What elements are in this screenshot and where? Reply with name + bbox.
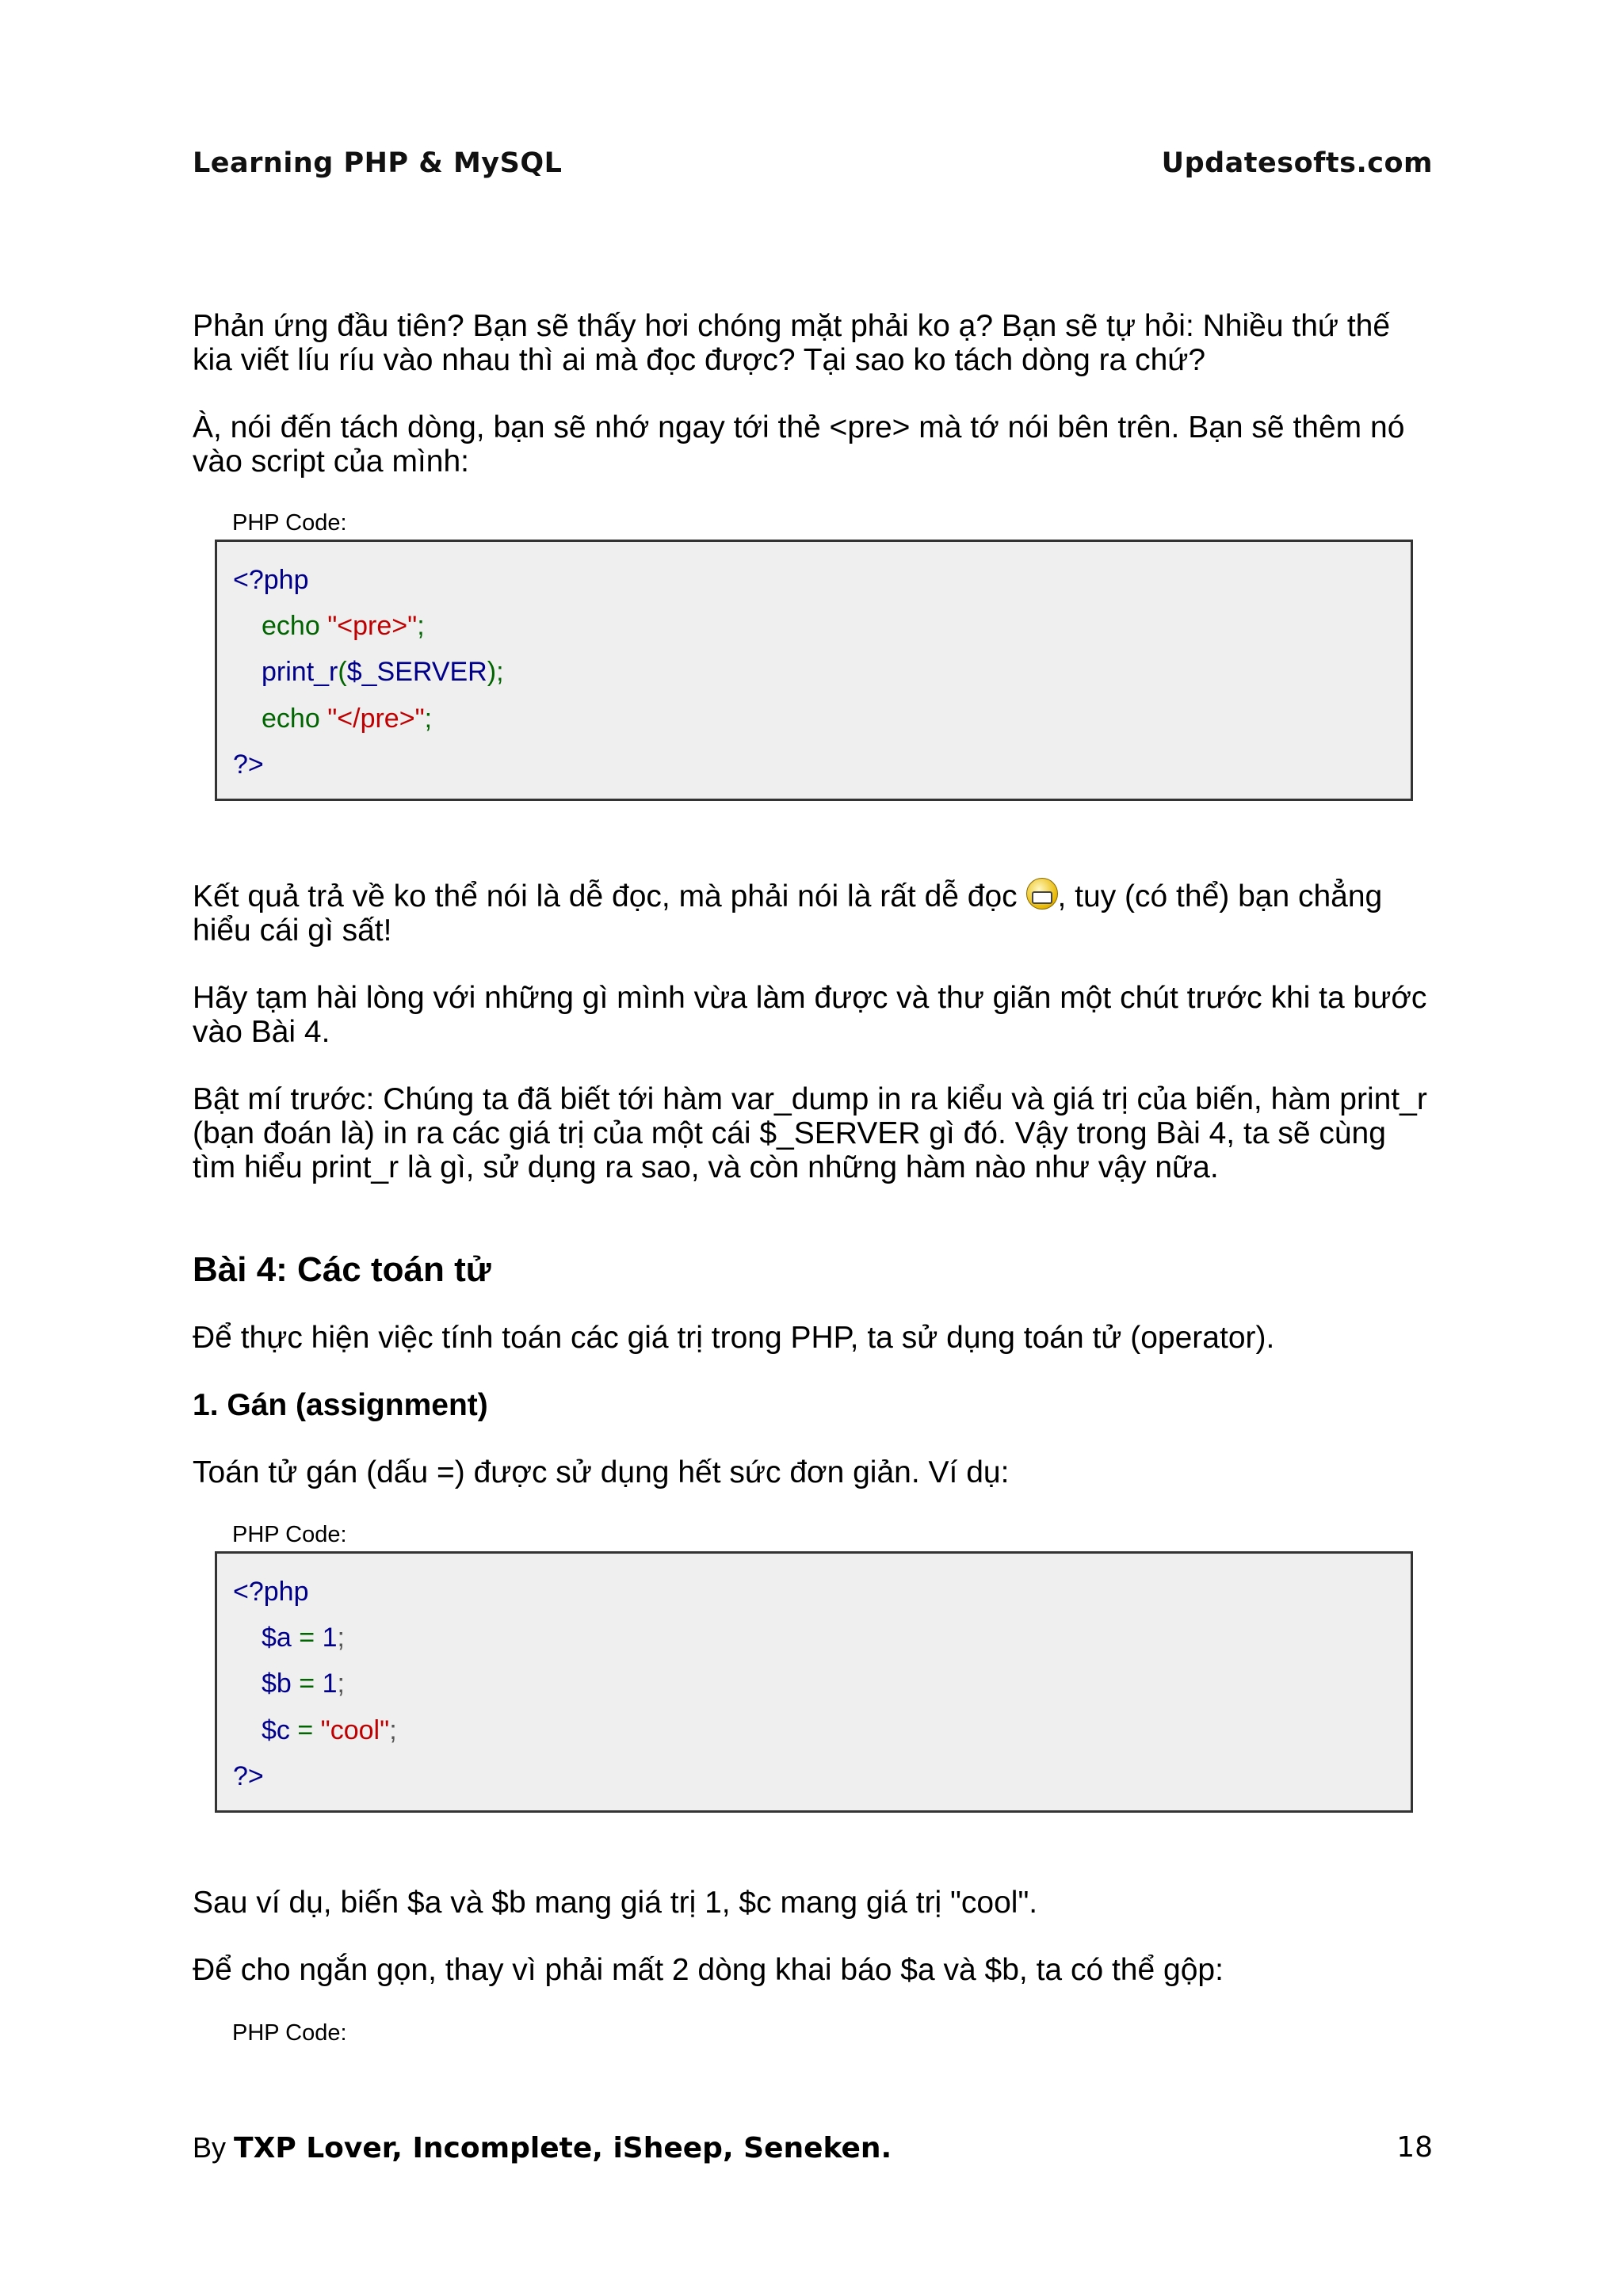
code-variable: $_SERVER [346,657,487,687]
code-open-tag: <?php [233,1577,309,1607]
section-heading: Bài 4: Các toán tử [193,1250,491,1289]
code-semicolon: ; [424,704,433,734]
paragraph-result [193,878,1435,948]
code-line-echo-pre [262,611,425,642]
code-block-assignment [215,1551,1413,1813]
paragraph-operators-intro: Để thực hiện việc tính toán các giá trị trong PHP, ta sử dụng toán tử (operator). [193,1321,1275,1355]
code-close-tag: ?> [233,1761,264,1791]
code-quote: " [327,704,338,734]
code-block-pre [215,540,1413,801]
code-close-tag: ?> [233,749,264,780]
code-open-tag: <?php [233,565,309,595]
paragraph-result-text: Kết quả trả về ko thể nói là dễ đọc, mà phải nói là rất dễ đọc [193,879,1026,913]
code-line-a [262,1623,345,1653]
code-line-c [262,1715,397,1746]
footer-credits [193,2131,892,2164]
code-quote: " [414,704,425,734]
code-semicolon: ; [389,1715,397,1745]
code-quote: " [407,611,418,641]
code-paren: ) [487,657,497,687]
footer-authors: TXP Lover, Incomplete, iSheep, Seneken. [234,2132,892,2164]
code-semicolon: ; [337,1623,345,1653]
header-title: Learning PHP & MySQL [193,147,563,179]
paragraph-assignment-example: Toán tử gán (dấu =) được sử dụng hết sức đơn giản. Ví dụ: [193,1455,1010,1489]
code-function: print_r [262,657,338,687]
grin-smiley-icon [1026,878,1058,910]
code-string: "cool" [320,1715,390,1745]
code-variable: $a [262,1623,292,1653]
code-variable: $b [262,1669,292,1699]
paragraph-reaction: Phản ứng đầu tiên? Bạn sẽ thấy hơi chóng mặt phải ko ạ? Bạn sẽ tự hỏi: Nhiều thứ thế kia viết líu ríu vào nhau thì ai mà đọc được? Tại sao ko tách dòng ra chứ? [193,309,1391,377]
code-label: PHP Code: [232,1522,347,1547]
code-semicolon: ; [337,1669,345,1699]
code-line-echo-close-pre [262,704,432,734]
code-quote: " [327,611,338,641]
code-keyword: echo [262,611,320,641]
paragraph-assignment-result: Sau ví dụ, biến $a và $b mang giá trị 1, $c mang giá trị "cool". [193,1886,1038,1920]
code-operator: = [289,1715,321,1745]
code-semicolon: ; [417,611,425,641]
code-string: </pre> [337,704,415,734]
header-site: Updatesofts.com [1161,147,1433,179]
code-number: 1 [322,1623,338,1653]
paragraph-pre-tag: À, nói đến tách dòng, bạn sẽ nhớ ngay tới thẻ <pre> mà tớ nói bên trên. Bạn sẽ thêm nó vào script của mình: [193,410,1405,479]
paragraph-preview: Bật mí trước: Chúng ta đã biết tới hàm var_dump in ra kiểu và giá trị của biến, hàm print_r (bạn đoán là) in ra các giá trị của một cái $_SERVER gì đó. Vậy trong Bài 4, ta sẽ cùng tìm hiểu print_r là gì, sử dụng ra sao, và còn những hàm nào như vậy nữa. [193,1082,1427,1184]
code-semicolon: ; [496,657,504,687]
code-line-b [262,1669,345,1699]
paragraph-relax: Hãy tạm hài lòng với những gì mình vừa làm được và thư giãn một chút trước khi ta bước vào Bài 4. [193,981,1427,1049]
code-operator: = [291,1623,323,1653]
footer-by: By [193,2131,235,2164]
code-paren: ( [338,657,347,687]
paragraph-combine: Để cho ngắn gọn, thay vì phải mất 2 dòng khai báo $a và $b, ta có thể gộp: [193,1953,1224,1987]
code-variable: $c [262,1715,290,1745]
paragraph-result-text-end: , tuy (có thể) bạn chẳng hiểu cái gì sất! [193,879,1383,948]
code-label: PHP Code: [232,2020,347,2046]
code-label: PHP Code: [232,510,347,536]
code-number: 1 [322,1669,338,1699]
code-operator: = [291,1669,323,1699]
code-line-print-r [262,657,504,688]
code-keyword: echo [262,704,320,734]
code-string: <pre> [337,611,408,641]
subheading-assignment: 1. Gán (assignment) [193,1388,488,1422]
page-number: 18 [1396,2131,1433,2164]
